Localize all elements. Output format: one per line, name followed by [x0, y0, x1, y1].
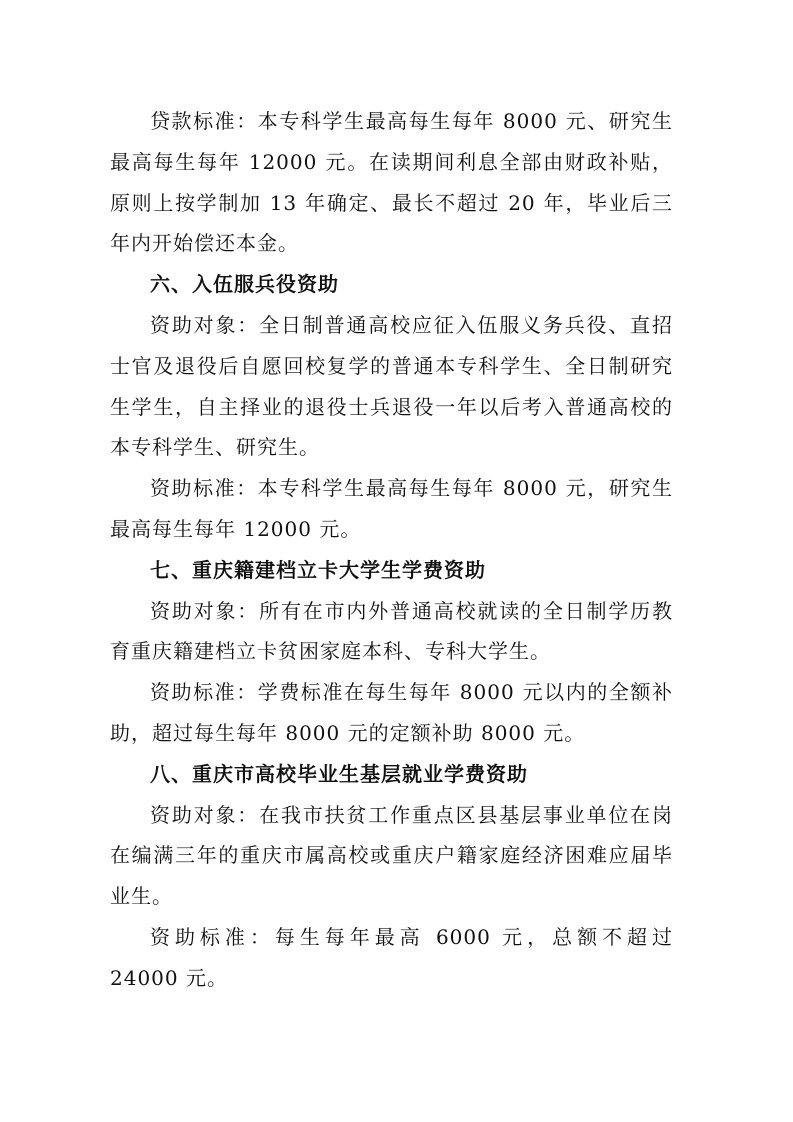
military-aid-standard-paragraph: 资助标准：本专科学生最高每生每年 8000 元，研究生最高每生每年 12000 元。 — [110, 476, 673, 541]
section-heading-6: 六、入伍服兵役资助 — [150, 272, 339, 297]
poverty-aid-standard-paragraph: 资助标准：学费标准在每生每年 8000 元以内的全额补助，超过每生每年 8000 元的定额补助 8000 元。 — [110, 680, 673, 745]
military-aid-target-paragraph: 资助对象：全日制普通高校应征入伍服义务兵役、直招士官及退役后自愿回校复学的普通本专科学生、全日制研究生学生，自主择业的退役士兵退役一年以后考入普通高校的本专科学生、研究生。 — [110, 312, 673, 460]
poverty-aid-target-paragraph: 资助对象：所有在市内外普通高校就读的全日制学历教育重庆籍建档立卡贫困家庭本科、专科大学生。 — [110, 598, 673, 664]
section-heading-8: 八、重庆市高校毕业生基层就业学费资助 — [150, 761, 528, 786]
loan-standard-paragraph: 贷款标准：本专科学生最高每生每年 8000 元、研究生最高每生每年 12000 元。在读期间利息全部由财政补贴，原则上按学制加 13 年确定、最长不超过 20 年，毕业后三年内开始偿还本金。 — [110, 109, 673, 256]
grassroots-aid-standard-paragraph: 资助标准：每生每年最高 6000 元，总额不超过 24000 元。 — [110, 924, 673, 990]
section-heading-7: 七、重庆籍建档立卡大学生学费资助 — [150, 557, 486, 582]
grassroots-aid-target-paragraph: 资助对象：在我市扶贫工作重点区县基层事业单位在岗在编满三年的重庆市属高校或重庆户籍家庭经济困难应届毕业生。 — [110, 802, 673, 909]
